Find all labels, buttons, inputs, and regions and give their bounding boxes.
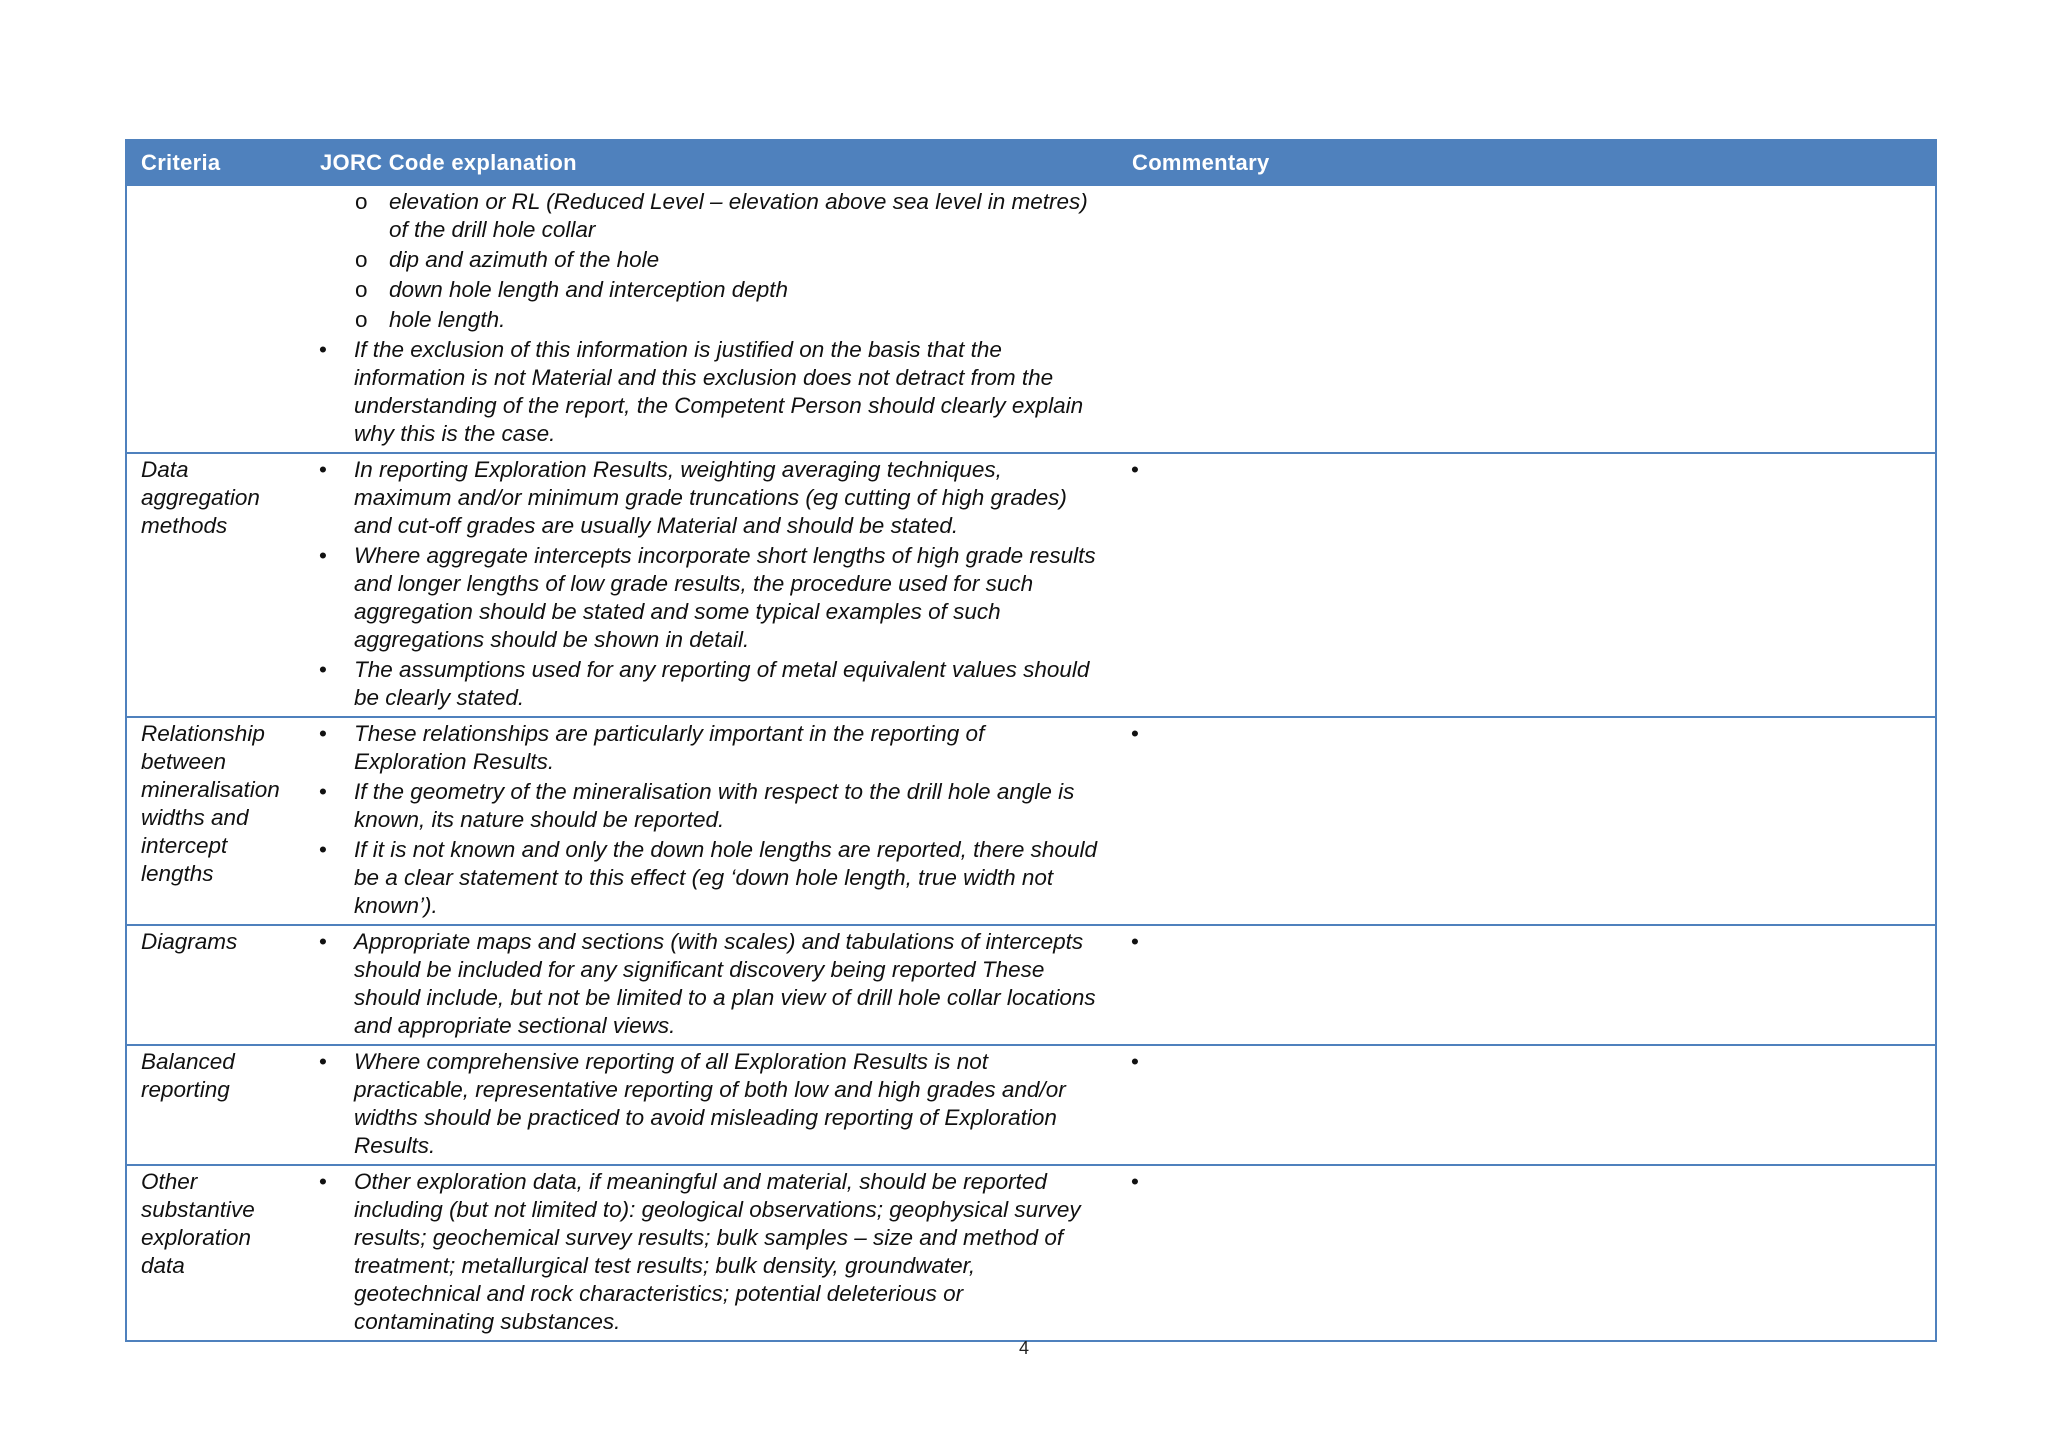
- explanation-cell: [305, 453, 1117, 717]
- sub-list-item: o elevation or RL (Reduced Level – elevation above sea level in metres) of the drill hole collar: [319, 188, 1103, 244]
- list-item: • Other exploration data, if meaningful and material, should be reported including (but not limited to): geological observations; geophysical survey results; geochemical survey results; bulk samples – size and method of treatment; metallurgical test results; bulk density, groundwater, geotechnical and rock characteristics; potential deleterious or contaminating substances.: [319, 1168, 1103, 1336]
- table-row: [126, 925, 1936, 1045]
- criteria-cell: Data aggregation methods: [126, 453, 305, 717]
- table-header-row: [126, 140, 1936, 185]
- page-number: 4: [1018, 1338, 1029, 1358]
- commentary-bullet: •: [1131, 457, 1139, 482]
- explanation-list: [319, 1048, 1103, 1160]
- table-header: [126, 140, 1936, 185]
- table-body: [126, 185, 1936, 1341]
- list-item: • In reporting Exploration Results, weighting averaging techniques, maximum and/or minimum grade truncations (eg cutting of high grades) and cut-off grades are usually Material and should be stated.: [319, 456, 1103, 540]
- table-row: [126, 717, 1936, 925]
- list-item: • The assumptions used for any reporting of metal equivalent values should be clearly stated.: [319, 656, 1103, 712]
- table-row: [126, 1165, 1936, 1341]
- explanation-cell: [305, 185, 1117, 453]
- commentary-bullet: •: [1131, 929, 1139, 954]
- criteria-cell: Other substantive exploration data: [126, 1165, 305, 1341]
- commentary-cell: [1117, 717, 1936, 925]
- explanation-list: [319, 928, 1103, 1040]
- commentary-bullet: •: [1131, 721, 1139, 746]
- table-row: [126, 453, 1936, 717]
- criteria-cell: Balanced reporting: [126, 1045, 305, 1165]
- sub-list-item: o dip and azimuth of the hole: [319, 246, 1103, 274]
- commentary-cell: [1117, 1045, 1936, 1165]
- criteria-cell: [126, 185, 305, 453]
- explanation-list: [319, 720, 1103, 920]
- explanation-list: [319, 188, 1103, 448]
- commentary-cell: [1117, 1165, 1936, 1341]
- explanation-cell: [305, 1045, 1117, 1165]
- list-item: • If it is not known and only the down hole lengths are reported, there should be a clear statement to this effect (eg ‘down hole length, true width not known’).: [319, 836, 1103, 920]
- jorc-criteria-table: [125, 139, 1937, 1342]
- commentary-cell: [1117, 925, 1936, 1045]
- header-criteria: Criteria: [126, 140, 305, 185]
- criteria-cell: Relationship between mineralisation widths and intercept lengths: [126, 717, 305, 925]
- list-item: • These relationships are particularly important in the reporting of Exploration Results.: [319, 720, 1103, 776]
- explanation-cell: [305, 925, 1117, 1045]
- sub-list-item: o down hole length and interception depth: [319, 276, 1103, 304]
- explanation-list: [319, 456, 1103, 712]
- explanation-cell: [305, 1165, 1117, 1341]
- commentary-cell: [1117, 453, 1936, 717]
- explanation-list: [319, 1168, 1103, 1336]
- header-commentary: Commentary: [1117, 140, 1936, 185]
- sub-list-item: o hole length.: [319, 306, 1103, 334]
- commentary-bullet: •: [1131, 1049, 1139, 1074]
- list-item: • Where comprehensive reporting of all Exploration Results is not practicable, representative reporting of both low and high grades and/or widths should be practiced to avoid misleading reporting of Exploration Results.: [319, 1048, 1103, 1160]
- criteria-cell: Diagrams: [126, 925, 305, 1045]
- list-item: • Appropriate maps and sections (with scales) and tabulations of intercepts should be included for any significant discovery being reported These should include, but not be limited to a plan view of drill hole collar locations and appropriate sectional views.: [319, 928, 1103, 1040]
- explanation-cell: [305, 717, 1117, 925]
- list-item: • Where aggregate intercepts incorporate short lengths of high grade results and longer lengths of low grade results, the procedure used for such aggregation should be stated and some typical examples of such aggregations should be shown in detail.: [319, 542, 1103, 654]
- table-row: [126, 1045, 1936, 1165]
- jorc-table-container: [125, 139, 1937, 1342]
- header-jorc-explanation: JORC Code explanation: [305, 140, 1117, 185]
- commentary-bullet: •: [1131, 1169, 1139, 1194]
- table-row: [126, 185, 1936, 453]
- list-item: • If the geometry of the mineralisation with respect to the drill hole angle is known, its nature should be reported.: [319, 778, 1103, 834]
- commentary-cell: [1117, 185, 1936, 453]
- list-item: • If the exclusion of this information is justified on the basis that the information is not Material and this exclusion does not detract from the understanding of the report, the Competent Person should clearly explain why this is the case.: [319, 336, 1103, 448]
